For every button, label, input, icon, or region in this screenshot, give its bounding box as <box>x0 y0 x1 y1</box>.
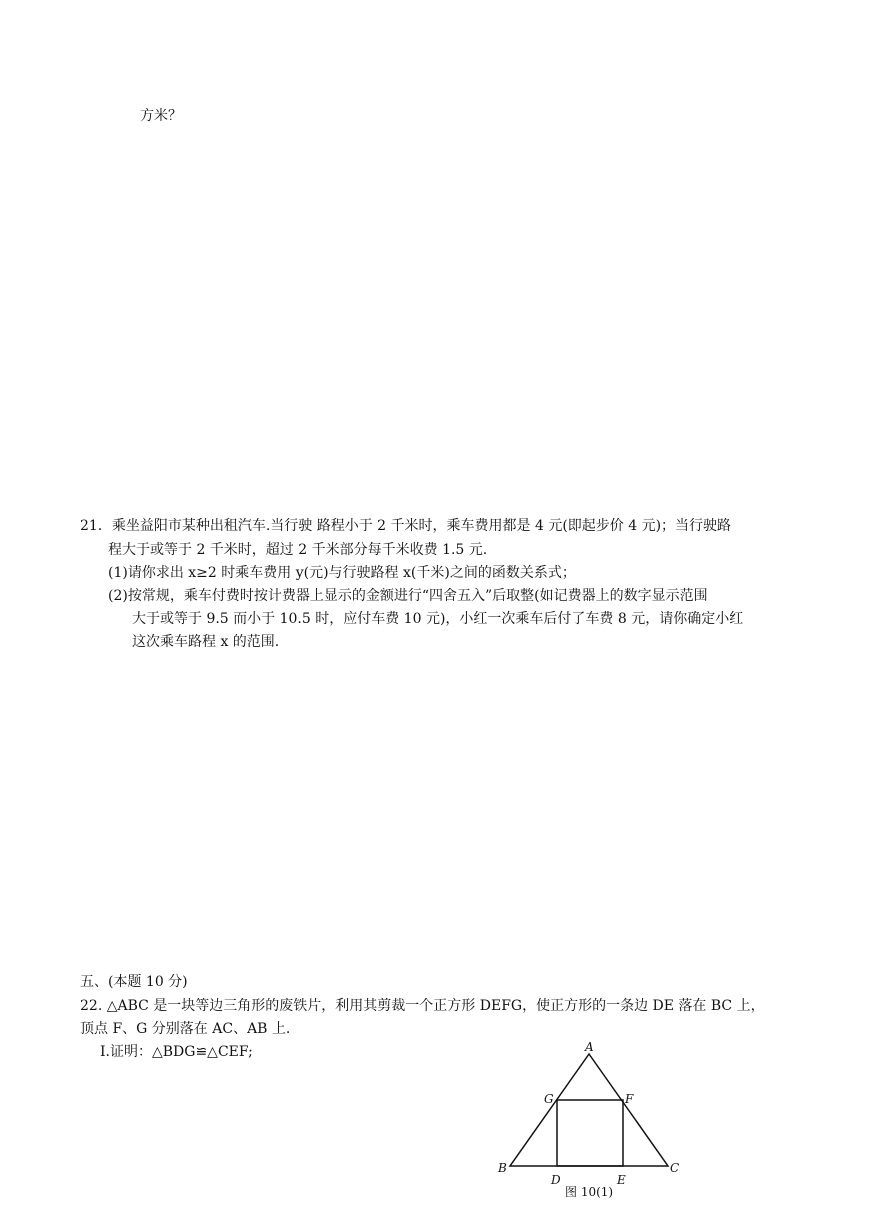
q21-part2-line2: 大于或等于 9.5 而小于 10.5 时，应付车费 10 元)，小红一次乘车后付了车费 8 元，请你确定小红 <box>132 611 744 627</box>
figure-caption: 图 10(1) <box>565 1185 614 1199</box>
label-c: C <box>670 1161 680 1175</box>
triangle-square-figure <box>490 1038 690 1203</box>
q21-part1: (1)请你求出 x≥2 时乘车费用 y(元)与行驶路程 x(千米)之间的函数关系式； <box>108 565 576 581</box>
q22-part1: Ⅰ.证明：△BDG≌△CEF; <box>100 1044 253 1060</box>
label-b: B <box>498 1161 507 1175</box>
section5-heading: 五、(本题 10 分) <box>80 974 188 990</box>
label-g: G <box>544 1092 554 1106</box>
square-defg <box>557 1100 623 1166</box>
q22-line1: 22. △ABC 是一块等边三角形的废铁片，利用其剪裁一个正方形 DEFG，使正方形的一条边 DE 落在 BC 上， <box>80 998 765 1014</box>
label-a: A <box>585 1040 594 1054</box>
q21-part2-line1: (2)按常规，乘车付费时按计费器上显示的金额进行“四舍五入”后取整(如记费器上的数字显示范围 <box>108 588 708 604</box>
q21-line1: 21．乘坐益阳市某种出租汽车.当行驶 路程小于 2 千米时，乘车费用都是 4 元(即起步价 4 元)；当行驶路 <box>80 518 732 534</box>
triangle-abc <box>510 1054 668 1166</box>
q21-line2: 程大于或等于 2 千米时，超过 2 千米部分每千米收费 1.5 元. <box>108 542 488 558</box>
label-e: E <box>617 1173 626 1187</box>
label-f: F <box>625 1092 634 1106</box>
q21-part2-line3: 这次乘车路程 x 的范围. <box>132 634 280 650</box>
figure-svg <box>490 1038 690 1203</box>
label-d: D <box>551 1173 561 1187</box>
continuation-text: 方米？ <box>140 108 182 124</box>
q22-line2: 顶点 F、G 分别落在 AC、AB 上. <box>80 1021 291 1037</box>
